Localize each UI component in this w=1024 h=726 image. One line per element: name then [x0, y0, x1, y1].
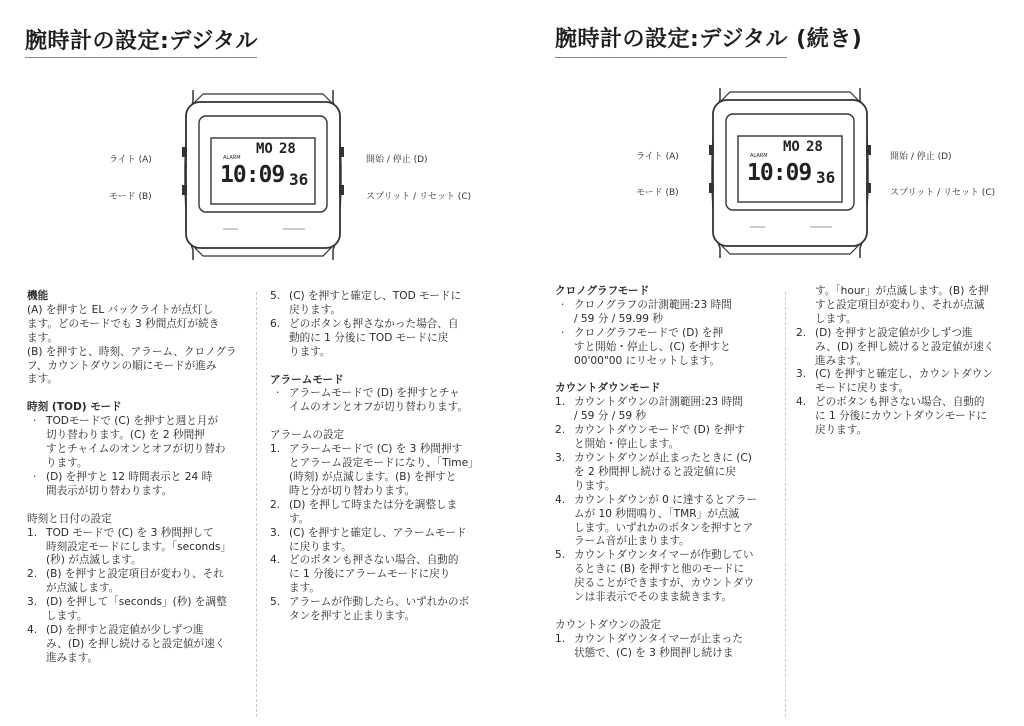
watch-diagram-left [163, 90, 363, 260]
column-divider [785, 292, 786, 717]
text-line: ラーム音が止まります。 [574, 535, 690, 548]
step-number: 1. [555, 396, 566, 409]
text-line: 状態で、(C) を 3 秒間押し続けま [574, 646, 734, 659]
bullet-item [27, 471, 252, 499]
text-line: / 59 分 / 59.99 秒 [574, 312, 663, 325]
text-line: に 1 分後にカウントダウンモードに [815, 410, 987, 423]
step-number: 3. [796, 368, 807, 381]
text-line: (C) を押すと確定し、カウントダウン [815, 368, 993, 381]
text-line: 間表示が切り替わります。 [46, 484, 173, 497]
text-line: (D) を押すと設定値が少しずつ進 [815, 326, 973, 339]
text-line: が点滅します。 [46, 582, 120, 595]
text-line: 時と分が切り替わります。 [289, 484, 416, 497]
text-line: (D) を押すと設定値が少しずつ進 [46, 623, 204, 636]
step-number: 6. [270, 317, 281, 330]
column-divider [256, 292, 257, 717]
lcd-day: MO [783, 139, 800, 155]
text-line: を 2 秒間押し続けると設定値に戻 [574, 465, 736, 478]
text-line: TOD モードで (C) を 3 秒間押して [46, 526, 214, 539]
numbered-step [270, 443, 495, 499]
text-line: アラームモードで (C) を 3 秒間押す [289, 443, 463, 456]
text-column-2 [270, 290, 495, 624]
lcd-seconds: 36 [816, 168, 836, 187]
spacer [27, 499, 252, 513]
numbered-step [27, 596, 252, 624]
text-line: に戻ります。 [289, 540, 352, 553]
step-number: 3. [27, 596, 38, 609]
text-line: ります。 [574, 479, 616, 492]
numbered-step [796, 368, 1021, 396]
text-line: します。 [815, 312, 857, 325]
text-column-3 [555, 285, 780, 661]
text-line: フ、カウントダウンの順にモードが進み [27, 359, 217, 372]
step-number: 1. [27, 526, 38, 539]
section-heading: カウントダウンの設定 [555, 618, 661, 631]
section-heading: クロノグラフモード [555, 285, 650, 297]
text-line: カウントダウンが止まったときに (C) [574, 451, 752, 464]
text-line: ります。 [46, 456, 88, 469]
text-line: (D) を押して「seconds」(秒) を調整 [46, 596, 227, 609]
step-number: 2. [555, 424, 566, 437]
text-line: とアラーム設定モードになり、「Time」 [289, 457, 479, 470]
numbered-step [555, 633, 780, 661]
step-number: 4. [270, 554, 281, 567]
step-number: 3. [270, 526, 281, 539]
section-heading: 時刻 (TOD) モード [27, 401, 122, 414]
text-line: アラームが作動したら、いずれかのボ [289, 596, 470, 609]
text-line: すと設定項目が変わり、それが点滅 [815, 298, 985, 311]
callout-light-a: ライト (A) [109, 155, 152, 165]
step-number: 4. [27, 623, 38, 636]
text-line: 時刻設定モードにします。「seconds」 [46, 540, 232, 553]
step-number: 4. [796, 396, 807, 409]
text-line: カウントダウンが 0 に達するとアラー [574, 493, 757, 506]
numbered-step [27, 624, 252, 666]
text-line: ります。 [289, 345, 331, 358]
text-line: カウントダウンモードで (D) を押す [574, 424, 746, 437]
text-line: ムが 10 秒間鳴り、「TMR」が点滅 [574, 507, 740, 520]
text-line: します。 [46, 610, 88, 623]
text-line: ます。 [27, 331, 58, 344]
text-column-4 [796, 285, 1021, 438]
page-title-left: 腕時計の設定:デジタル [25, 29, 258, 54]
numbered-step [796, 327, 1021, 369]
step-number: 1. [270, 443, 281, 456]
text-line: す。 [289, 512, 310, 525]
callout-start-stop-d: 開始 / 停止 (D) [366, 155, 428, 165]
text-line: · アラームモードで (D) を押すとチャ [289, 387, 460, 400]
numbered-step [555, 396, 780, 424]
numbered-step [270, 596, 495, 624]
text-line: · クロノグラフモードで (D) を押 [574, 326, 724, 339]
page-title-right: 腕時計の設定:デジタル (続き) [555, 27, 863, 52]
step-number: 2. [270, 498, 281, 511]
text-line: (C) を押すと確定し、TOD モードに [289, 290, 462, 302]
text-line: モードに戻ります。 [815, 382, 910, 395]
text-line: · TODモードで (C) を押すと週と月が [46, 415, 219, 428]
step-number: 5. [270, 596, 281, 609]
bullet-item [555, 327, 780, 369]
numbered-step [270, 527, 495, 555]
text-line: 進みます。 [815, 354, 868, 367]
numbered-step [27, 568, 252, 596]
text-line: (B) を押すと、時刻、アラーム、クロノグラ [27, 345, 237, 358]
step-number: 2. [796, 326, 807, 339]
bullet-item [555, 299, 780, 327]
text-line: (秒) が点滅します。 [46, 554, 142, 567]
text-line: カウントダウンの計測範囲:23 時間 [574, 396, 743, 409]
text-line: カウントダウンタイマーが止まった [574, 632, 743, 645]
text-line: · (D) を押すと 12 時間表示と 24 時 [46, 470, 213, 483]
lcd-alarm-label: ALARM [223, 155, 241, 161]
text-line: タンを押すと止まります。 [289, 610, 416, 623]
text-line: / 59 分 / 59 秒 [574, 410, 647, 423]
text-line: ます。どのモードでも 3 秒間点灯が続き [27, 317, 220, 330]
text-line: 戻ります。 [815, 424, 868, 437]
text-line: すとチャイムのオンとオフが切り替わ [46, 443, 226, 456]
text-line: します。いずれかのボタンを押すとア [574, 521, 754, 534]
callout-mode-b: モード (B) [109, 192, 152, 202]
text-line: 00'00"00 にリセットします。 [574, 354, 720, 367]
callout-mode-b: モード (B) [636, 188, 679, 198]
text-line: カウントダウンタイマーが作動してい [574, 549, 754, 562]
step-number: 5. [270, 290, 281, 302]
text-line: 戻ります。 [289, 303, 342, 316]
spacer [555, 605, 780, 619]
text-line: 進みます。 [46, 651, 99, 664]
text-line: どのボタンも押さなかった場合、自 [289, 317, 459, 330]
lcd-time: 10:09 [747, 160, 812, 186]
bullet-item [270, 387, 495, 415]
text-line: (B) を押すと設定項目が変わり、それ [46, 568, 224, 581]
step-number: 1. [555, 632, 566, 645]
spacer [555, 368, 780, 382]
lcd-date: 28 [806, 139, 823, 155]
text-column-1 [27, 290, 252, 666]
title-underline-right [555, 57, 787, 58]
callout-light-a: ライト (A) [636, 152, 679, 162]
numbered-step [270, 290, 495, 318]
text-line: (C) を押すと確定し、アラームモード [289, 526, 467, 539]
lcd-alarm-label: ALARM [750, 153, 768, 159]
text-line: す。「hour」が点滅します。(B) を押 [815, 285, 989, 297]
title-underline-left [25, 57, 257, 58]
continued-step [796, 285, 1021, 327]
step-number: 4. [555, 493, 566, 506]
text-line: ます。 [289, 582, 320, 595]
text-line: すと開始・停止し、(C) を押すと [574, 340, 731, 353]
step-number: 5. [555, 549, 566, 562]
callout-split-reset-c: スプリット / リセット (C) [366, 192, 472, 202]
numbered-step [270, 554, 495, 596]
watch-diagram-right [690, 88, 890, 258]
text-line: 切り替わります。(C) を 2 秒間押 [46, 429, 205, 442]
callout-start-stop-d: 開始 / 停止 (D) [890, 152, 952, 162]
numbered-step [555, 424, 780, 452]
text-line: 動的に 1 分後に TOD モードに戻 [289, 331, 449, 344]
callout-split-reset-c: スプリット / リセット (C) [890, 188, 996, 198]
numbered-step [555, 452, 780, 494]
step-number: 2. [27, 568, 38, 581]
lcd-date: 28 [279, 141, 296, 157]
text-line: み、(D) を押し続けると設定値が速く [815, 340, 995, 353]
text-line: ンは非表示でそのまま続きます。 [574, 591, 733, 604]
lcd-seconds: 36 [289, 170, 309, 189]
text-line: イムのオンとオフが切り替わります。 [289, 401, 468, 414]
section-heading: 時刻と日付の設定 [27, 512, 112, 525]
text-line: どのボタンも押さない場合、自動的 [289, 554, 459, 567]
spacer [270, 360, 495, 374]
text-line: ます。 [27, 373, 58, 386]
spacer [270, 415, 495, 429]
section-heading: アラームモード [270, 373, 344, 386]
text-line: み、(D) を押し続けると設定値が速く [46, 637, 226, 650]
lcd-time: 10:09 [220, 162, 285, 188]
text-line: に 1 分後にアラームモードに戻り [289, 568, 451, 581]
numbered-step [27, 527, 252, 569]
numbered-step [270, 318, 495, 360]
numbered-step [555, 494, 780, 550]
text-line: (D) を押して時または分を調整しま [289, 498, 458, 511]
section-heading: アラームの設定 [270, 429, 345, 442]
lcd-day: MO [256, 141, 273, 157]
text-line: と開始・停止します。 [574, 438, 680, 451]
section-heading: 機能 [27, 290, 49, 302]
step-number: 3. [555, 451, 566, 464]
text-line: (A) を押すと EL バックライトが点灯し [27, 303, 214, 316]
text-line: どのボタンも押さない場合、自動的 [815, 396, 985, 409]
bullet-item [27, 415, 252, 471]
spacer [27, 387, 252, 401]
text-line: 戻ることができますが、カウントダウ [574, 577, 755, 590]
section-heading: カウントダウンモード [555, 382, 661, 395]
numbered-step [270, 499, 495, 527]
text-line: (時刻) が点滅します。(B) を押すと [289, 470, 457, 483]
numbered-step [555, 549, 780, 605]
text-line: · クロノグラフの計測範囲:23 時間 [574, 298, 732, 311]
numbered-step [796, 396, 1021, 438]
text-line: るときに (B) を押すと他のモードに [574, 563, 745, 576]
